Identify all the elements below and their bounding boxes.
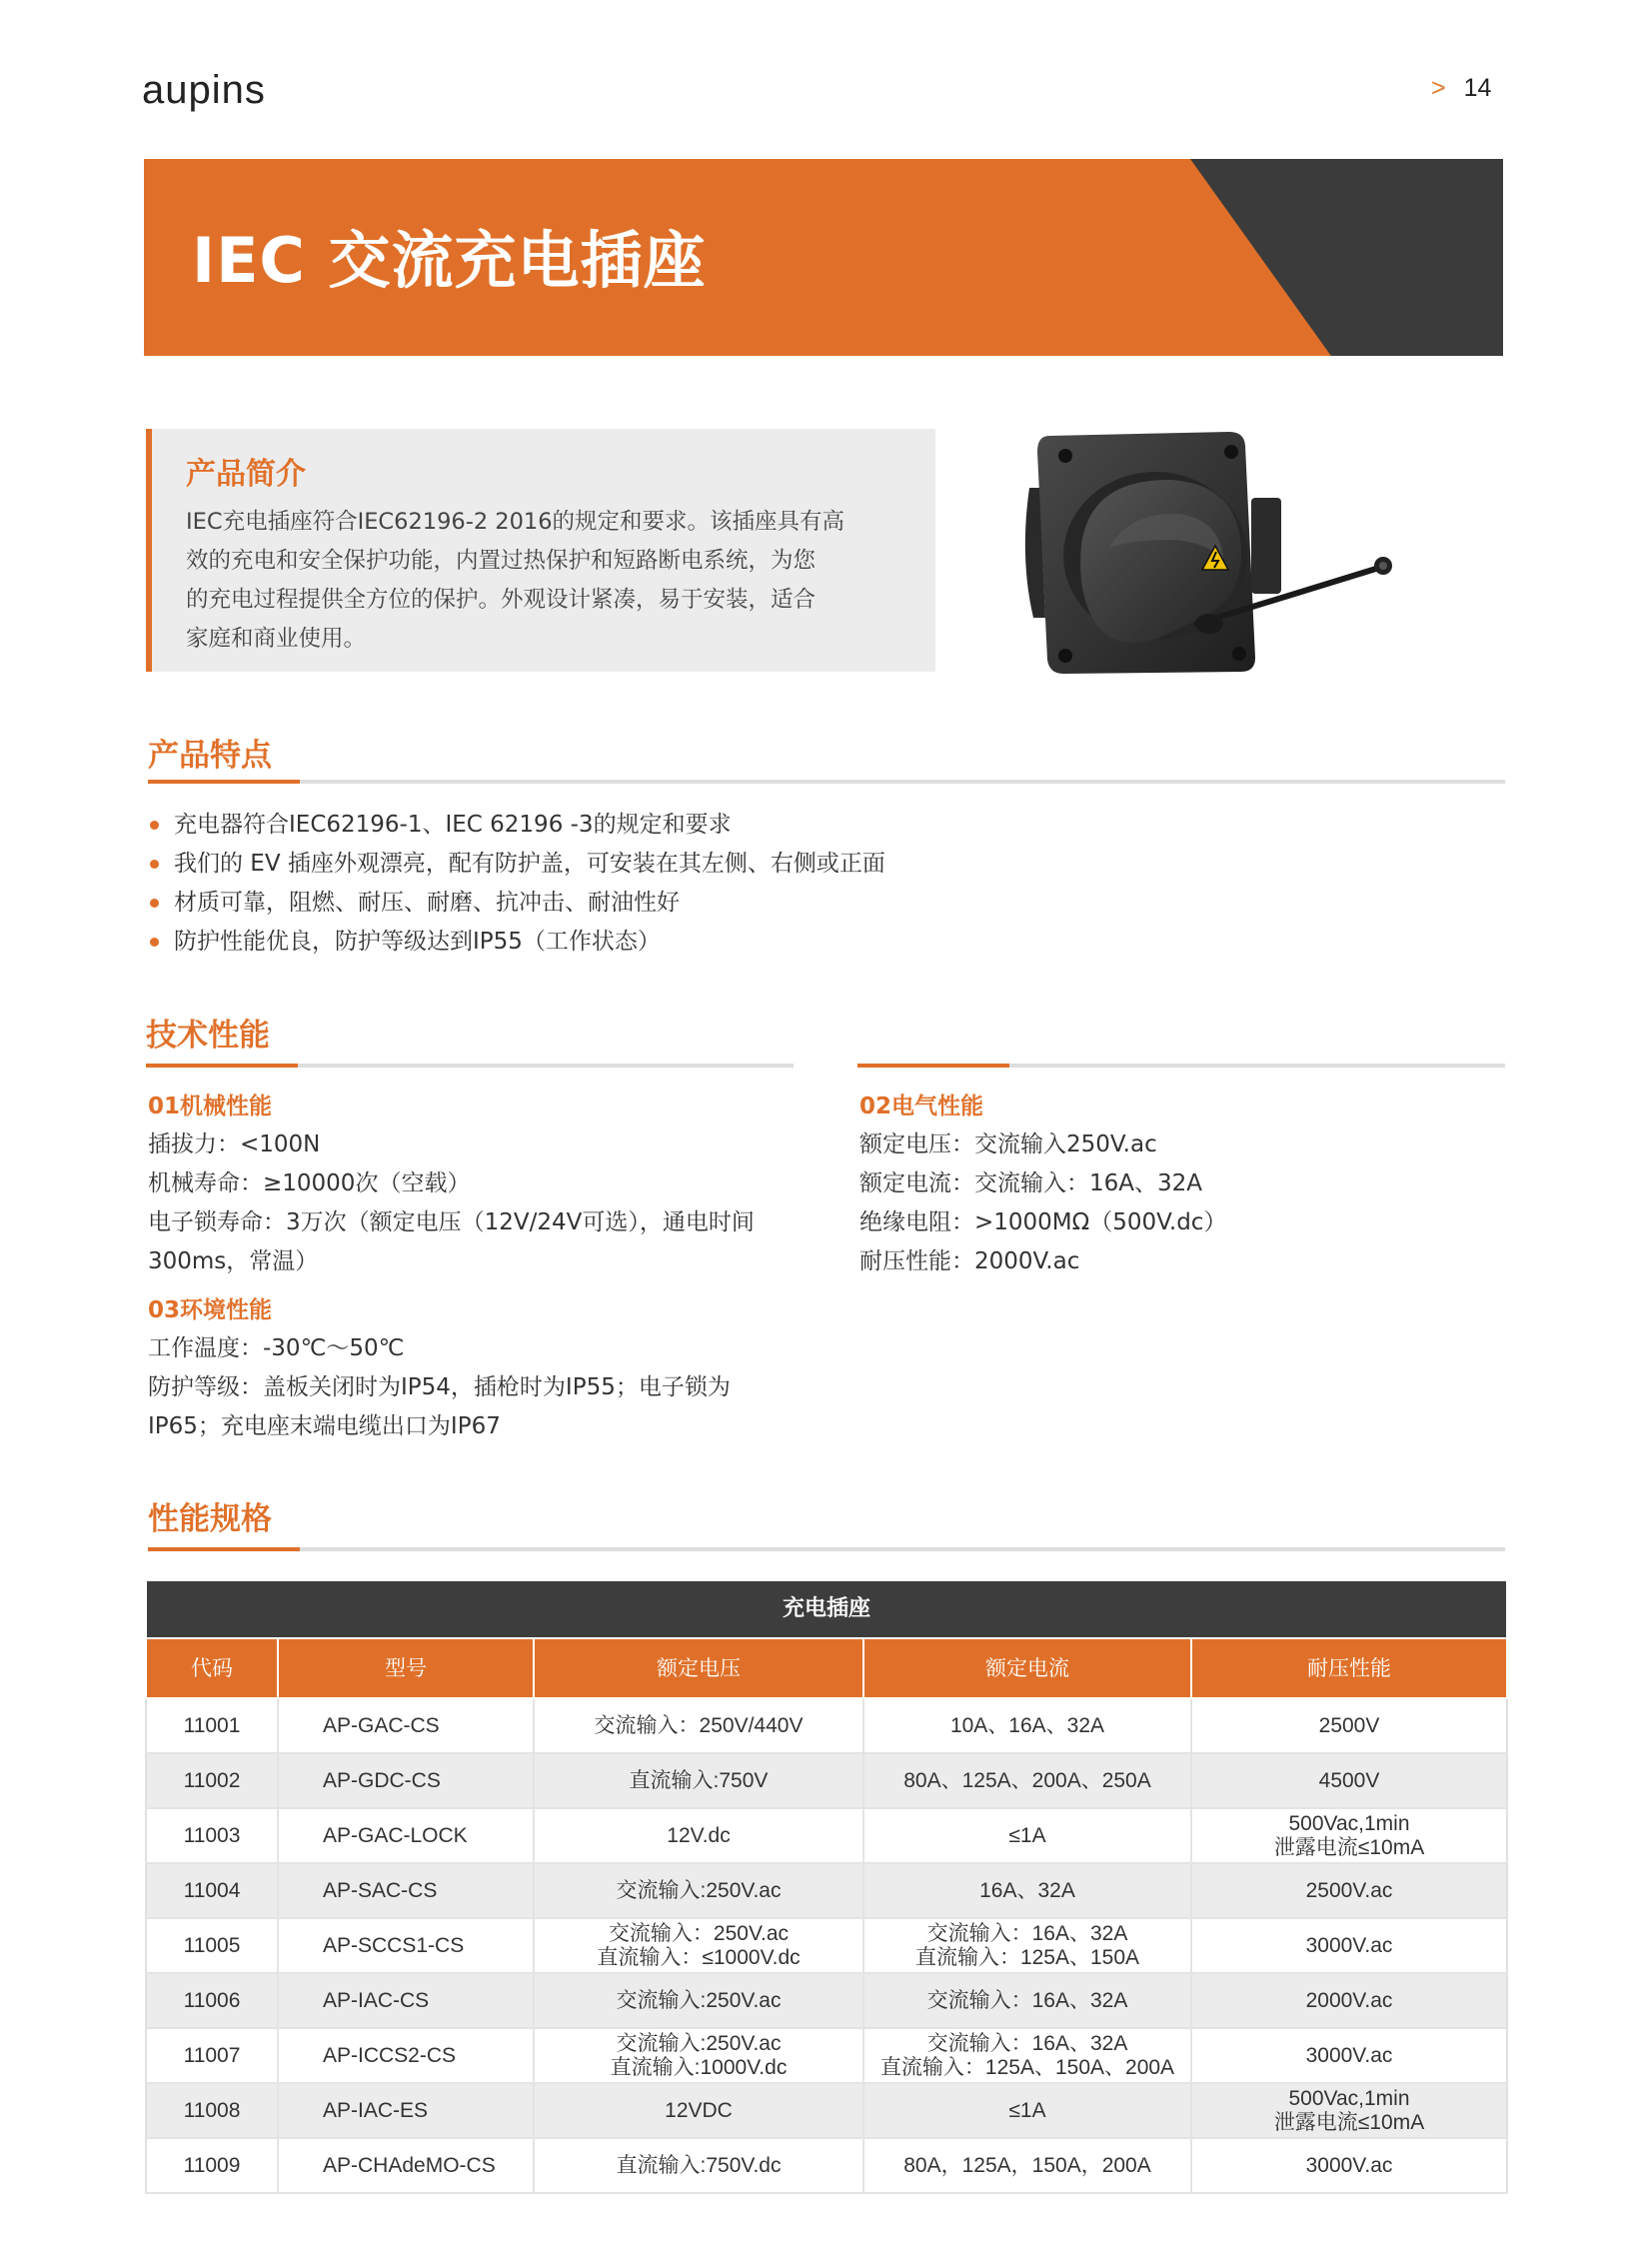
cell-withstand xyxy=(1191,2138,1507,2193)
cell-voltage xyxy=(534,1753,863,1808)
intro-line: 效的充电和安全保护功能，内置过热保护和短路断电系统，为您 xyxy=(186,548,817,574)
cell-current xyxy=(863,2028,1191,2083)
cell-model: AP-CHAdeMO-CS xyxy=(278,2138,534,2193)
cell-current xyxy=(863,1808,1191,1863)
cell-code: 11006 xyxy=(146,1973,278,2028)
cell-line: 交流输入:250V.ac xyxy=(616,2031,782,2055)
table-row xyxy=(146,1863,1507,1918)
cell-withstand xyxy=(1191,1698,1507,1753)
cell-withstand xyxy=(1191,1753,1507,1808)
cell-voltage xyxy=(534,1863,863,1918)
cell-model: AP-IAC-CS xyxy=(278,1973,534,2028)
intro-line: 家庭和商业使用。 xyxy=(186,626,367,652)
bullet-icon xyxy=(150,860,159,869)
cell-line: 交流输入：250V.ac xyxy=(608,1921,790,1945)
table-row xyxy=(146,2028,1507,2083)
cell-code: 11004 xyxy=(146,1863,278,1918)
cell-withstand xyxy=(1191,2083,1507,2138)
cell-line: 80A、125A、200A、250A xyxy=(903,1768,1151,1792)
column-header: 型号 xyxy=(278,1638,534,1698)
cell-line: 泄露电流≤10mA xyxy=(1273,1835,1425,1859)
cell-line: ≤1A xyxy=(1008,2098,1046,2122)
cell-line: ≤1A xyxy=(1008,1823,1046,1847)
mechanical-line: 插拔力：<100N xyxy=(148,1131,321,1157)
spec-table-body xyxy=(146,1698,1507,2193)
electrical-line: 额定电压：交流输入250V.ac xyxy=(859,1131,1157,1157)
tech-rule-right xyxy=(857,1064,1505,1068)
environment-line: IP65；充电座末端电缆出口为IP67 xyxy=(148,1413,501,1439)
bullet-icon xyxy=(150,899,159,908)
column-header: 额定电压 xyxy=(534,1638,863,1698)
cell-line: 泄露电流≤10mA xyxy=(1273,2110,1425,2134)
cell-current xyxy=(863,1698,1191,1753)
features-rule xyxy=(148,780,1505,784)
cell-line: 12VDC xyxy=(665,2098,733,2122)
cell-code: 11008 xyxy=(146,2083,278,2138)
cell-line: 交流输入：250V/440V xyxy=(594,1713,804,1737)
cell-current xyxy=(863,1973,1191,2028)
cell-line: 直流输入:750V xyxy=(629,1768,769,1792)
cell-code: 11005 xyxy=(146,1918,278,1973)
cell-code: 11003 xyxy=(146,1808,278,1863)
electrical-text xyxy=(859,1125,1226,1281)
cell-model: AP-GAC-CS xyxy=(278,1698,534,1753)
chevron-right-icon: > xyxy=(1431,74,1446,102)
cell-withstand xyxy=(1191,1863,1507,1918)
list-item: 我们的 EV 插座外观漂亮，配有防护盖，可安装在其左侧、右侧或正面 xyxy=(148,845,885,884)
page-title: IEC 交流充电插座 xyxy=(192,224,707,297)
table-row xyxy=(146,1698,1507,1753)
cell-voltage xyxy=(534,1918,863,1973)
electrical-line: 绝缘电阻：>1000MΩ（500V.dc） xyxy=(859,1209,1227,1235)
cell-line: 16A、32A xyxy=(979,1878,1075,1902)
banner-dark-stripe xyxy=(1190,159,1503,356)
cell-code: 11009 xyxy=(146,2138,278,2193)
list-item: 充电器符合IEC62196-1、IEC 62196 -3的规定和要求 xyxy=(148,806,885,845)
cell-line: 80A，125A，150A，200A xyxy=(903,2153,1151,2177)
table-row xyxy=(146,1973,1507,2028)
cell-line: 交流输入：16A、32A xyxy=(926,1988,1128,2012)
page-indicator xyxy=(1431,74,1491,103)
intro-title: 产品简介 xyxy=(186,457,306,492)
cell-line: 3000V.ac xyxy=(1305,2043,1393,2067)
cell-withstand xyxy=(1191,1808,1507,1863)
cell-line: 直流输入：125A、150A xyxy=(914,1945,1140,1969)
bullet-icon xyxy=(150,938,159,947)
cell-line: 500Vac,1min xyxy=(1288,1811,1410,1835)
cell-line: 3000V.ac xyxy=(1305,1933,1393,1957)
bullet-icon xyxy=(150,821,159,830)
cell-line: 12V.dc xyxy=(667,1823,731,1847)
cell-line: 2500V xyxy=(1318,1713,1380,1737)
cell-code: 11001 xyxy=(146,1698,278,1753)
cell-line: 交流输入:250V.ac xyxy=(616,1988,782,2012)
cell-withstand xyxy=(1191,2028,1507,2083)
cell-current xyxy=(863,1918,1191,1973)
cell-model: AP-ICCS2-CS xyxy=(278,2028,534,2083)
table-row xyxy=(146,2138,1507,2193)
cell-line: 直流输入:750V.dc xyxy=(616,2153,782,2177)
table-row xyxy=(146,1753,1507,1808)
cell-model: AP-GDC-CS xyxy=(278,1753,534,1808)
cell-line: 500Vac,1min xyxy=(1288,2086,1410,2110)
features-list xyxy=(148,806,885,962)
cell-line: 直流输入：≤1000V.dc xyxy=(597,1945,801,1969)
cell-model: AP-IAC-ES xyxy=(278,2083,534,2138)
cell-current xyxy=(863,1863,1191,1918)
table-row xyxy=(146,1918,1507,1973)
cell-current xyxy=(863,1753,1191,1808)
mechanical-line: 电子锁寿命：3万次（额定电压（12V/24V可选），通电时间 xyxy=(148,1209,755,1235)
cell-withstand xyxy=(1191,1918,1507,1973)
intro-line: IEC充电插座符合IEC62196-2 2016的规定和要求。该插座具有高 xyxy=(186,509,845,535)
specs-rule xyxy=(148,1547,1505,1551)
mechanical-line: 300ms，常温） xyxy=(148,1248,319,1274)
electrical-title: 02电气性能 xyxy=(859,1094,984,1120)
title-banner xyxy=(144,159,1503,356)
features-title: 产品特点 xyxy=(148,738,272,774)
column-header: 代码 xyxy=(146,1638,278,1698)
table-row xyxy=(146,1808,1507,1863)
cell-line: 交流输入：16A、32A xyxy=(926,1921,1128,1945)
intro-line: 的充电过程提供全方位的保护。外观设计紧凑，易于安装，适合 xyxy=(186,587,817,613)
cell-voltage xyxy=(534,2083,863,2138)
table-title: 充电插座 xyxy=(146,1580,1507,1638)
cell-line: 10A、16A、32A xyxy=(949,1713,1105,1737)
list-item: 防护性能优良，防护等级达到IP55（工作状态） xyxy=(148,923,885,962)
cell-voltage xyxy=(534,2138,863,2193)
cell-line: 直流输入：125A、150A、200A xyxy=(879,2055,1175,2079)
cell-voltage xyxy=(534,1973,863,2028)
electrical-line: 耐压性能：2000V.ac xyxy=(859,1248,1080,1274)
cell-line: 交流输入:250V.ac xyxy=(616,1878,782,1902)
specs-title: 性能规格 xyxy=(148,1501,272,1537)
page-number: 14 xyxy=(1463,74,1492,102)
cell-code: 11007 xyxy=(146,2028,278,2083)
tech-title: 技术性能 xyxy=(146,1018,270,1054)
environment-title: 03环境性能 xyxy=(148,1297,273,1323)
cell-current xyxy=(863,2138,1191,2193)
brand-logo: aupins xyxy=(142,68,266,112)
cell-line: 3000V.ac xyxy=(1305,2153,1393,2177)
table-row xyxy=(146,2083,1507,2138)
intro-box xyxy=(146,429,935,672)
cell-line: 4500V xyxy=(1318,1768,1380,1792)
product-socket-image xyxy=(1019,428,1439,678)
intro-text xyxy=(186,503,925,659)
cell-line: 直流输入:1000V.dc xyxy=(610,2055,788,2079)
cell-voltage xyxy=(534,1698,863,1753)
mechanical-text xyxy=(148,1125,755,1281)
column-header: 耐压性能 xyxy=(1191,1638,1507,1698)
spec-table xyxy=(145,1579,1508,2194)
environment-line: 工作温度：-30℃～50℃ xyxy=(148,1335,405,1361)
cell-voltage xyxy=(534,1808,863,1863)
electrical-line: 额定电流：交流输入：16A、32A xyxy=(859,1170,1203,1196)
mechanical-line: 机械寿命：≥10000次（空载） xyxy=(148,1170,471,1196)
environment-line: 防护等级：盖板关闭时为IP54，插枪时为IP55；电子锁为 xyxy=(148,1374,731,1400)
cell-model: AP-SAC-CS xyxy=(278,1863,534,1918)
cell-line: 2000V.ac xyxy=(1305,1988,1393,2012)
cell-voltage xyxy=(534,2028,863,2083)
cell-model: AP-SCCS1-CS xyxy=(278,1918,534,1973)
environment-text xyxy=(148,1329,731,1446)
cell-code: 11002 xyxy=(146,1753,278,1808)
cell-current xyxy=(863,2083,1191,2138)
cell-line: 2500V.ac xyxy=(1305,1878,1393,1902)
tech-rule-left xyxy=(146,1064,794,1068)
cell-line: 交流输入：16A、32A xyxy=(926,2031,1128,2055)
column-header: 额定电流 xyxy=(863,1638,1191,1698)
cell-model: AP-GAC-LOCK xyxy=(278,1808,534,1863)
list-item: 材质可靠，阻燃、耐压、耐磨、抗冲击、耐油性好 xyxy=(148,884,885,923)
mechanical-title: 01机械性能 xyxy=(148,1094,273,1120)
cell-withstand xyxy=(1191,1973,1507,2028)
